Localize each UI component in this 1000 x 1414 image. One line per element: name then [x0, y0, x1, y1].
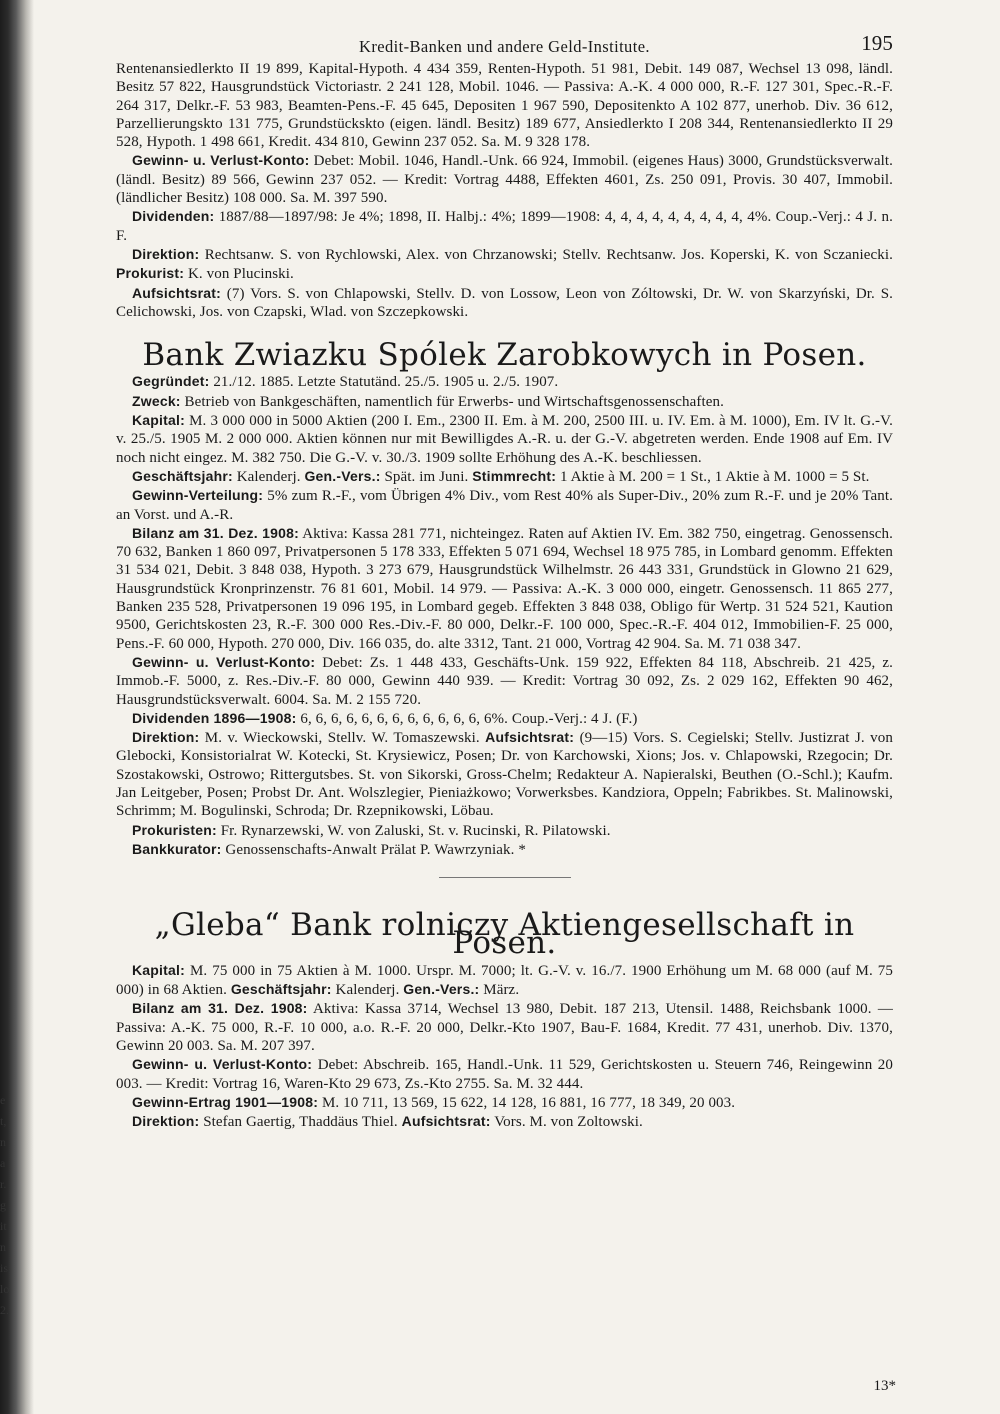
profit-distribution [116, 486, 893, 524]
section-label: Dividenden: [132, 208, 215, 225]
section-text: Fr. Rynarzewski, W. von Zaluski, St. v. Rucinski, R. Pilatowski. [220, 822, 611, 839]
section-text: M. v. Wieckowski, Stellv. W. Tomaszewski. [204, 730, 480, 747]
section-text: M. 75 000 in 75 Aktien à M. 1000. Urspr. M. 7000; lt. G.-V. v. 16./7. 1900 Erhöhung um M. 68 000 (auf M. 75 000) in 68 Aktien. [116, 962, 893, 999]
section-label: Gen.-Vers.: [304, 467, 381, 484]
balance-sheet [116, 999, 893, 1055]
section-text: 1887/88—1897/98: Je 4%; 1898, II. Halbj.: 4%; 1899—1908: 4, 4, 4, 4, 4, 4, 4, 4, 4, 4%. Coup.-Verj.: 4 J. n. F. [116, 209, 893, 244]
margin-fragments [0, 1090, 14, 1321]
gleba-bank-entry [116, 907, 894, 1131]
margin-fragment: r. [0, 1177, 7, 1191]
section-text: 6, 6, 6, 6, 6, 6, 6, 6, 6, 6, 6, 6, 6%. Coup.-Verj.: 4 J. (F.) [300, 710, 638, 727]
supervisory-board [116, 284, 893, 322]
section-text: M. 10 711, 13 569, 15 622, 14 128, 16 881, 16 777, 18 349, 20 003. [321, 1094, 736, 1111]
capital [116, 411, 893, 467]
capital [116, 961, 893, 1000]
section-text: Genossenschafts-Anwalt Prälat P. Wawrzyniak. * [225, 841, 526, 858]
entry-title: Bank Zwiazku Spólek Zarobkowych in Posen. [142, 337, 867, 374]
section-label: Kapital: [132, 961, 185, 978]
section-text: 5% zum R.-F., vom Übrigen 4% Div., vom Rest 40% als Super-Div., 20% zum R.-F. und je 20% Tant. an Vorst. und A.-R. [116, 488, 893, 523]
section-text: Spät. im Juni. [384, 468, 469, 485]
margin-fragment: n [0, 1135, 6, 1149]
page-content [116, 30, 893, 1131]
margin-fragment: lo [0, 1282, 10, 1296]
section-text: Debet: Zs. 1 448 433, Geschäfts-Unk. 159 922, Effekten 84 118, Abschreib. 21 425, z. Immob.-F. 5000, z. Res.-Div.-F. 80 000, Gewinn 440 939. — Kredit: Vortrag 30 092, Zs. 2 029 162, Effekten 90 462, Hausgrundstücksverwalt. 6004. Sa. M. 2 155 720. [116, 654, 894, 708]
balance-continuation: Rentenansiedlerkto II 19 899, Kapital-Hypoth. 4 434 359, Renten-Hypoth. 51 981, Debit. 149 087, Wechsel 13 098, ländl. Besitz 57 822, Hausgrundstück Victoriastr. 2 241 128, Mobil. 1046. — Passiva: A.-K. 4 000 000, R.-F. 127 301, Spec.-R.-F. 264 317, Delkr.-F. 53 983, Beamten-Pens.-F. 45 645, Depositen 1 967 590, Depositenkto A 102 877, unerhob. Div. 36 612, Parzellierungskto 131 775, Grundstückskto (eigen. ländl. Besitz) 189 677, Ansiedlerkto I 208 344, Rentenansiedlerkto II 29 528, Hypoth. 1 498 661, Kredit. 434 810, Gewinn 237 052. Sa. M. 9 328 178. [116, 61, 893, 151]
bank-curator [116, 840, 893, 859]
management-board [116, 245, 893, 284]
bank-zwiazku-entry [116, 337, 894, 859]
management-and-board [116, 728, 893, 820]
section-text: Stefan Gaertig, Thaddäus Thiel. [203, 1114, 398, 1131]
section-text: Kalenderj. [236, 468, 301, 485]
section-label: Stimmrecht: [472, 467, 557, 484]
profit-loss-account [116, 653, 893, 709]
section-text: Rechtsanw. S. von Rychlowski, Alex. von Chrzanowski; Stellv. Rechtsanw. Jos. Koperski, K. von Sczaniecki. [204, 246, 893, 263]
section-text: Debet: Mobil. 1046, Handl.-Unk. 66 924, Immobil. (eigenes Haus) 3000, Grundstücksverwalt. (ländl. Besitz) 89 566, Gewinn 237 052. — Kredit: Vortrag 4488, Effekten 4601, Zs. 250 091, Provis. 30 407, Immobil. (ländlicher Besitz) 108 000. Sa. M. 397 590. [116, 153, 893, 207]
section-text: Betrieb von Bankgeschäften, namentlich für Erwerbs- und Wirtschaftsgenossenschaften. [184, 393, 724, 410]
section-text: M. 3 000 000 in 5000 Aktien (200 I. Em., 2300 II. Em. à M. 200, 2500 III. u. IV. Em. à M. 1000), Em. IV lt. G.-V. v. 25./5. 1905 M. 2 000 000. Aktien können nur mit Bewilligdes A.-R. u. der G.-V. abgetreten werden. Ende 1908 auf Em. IV noch nicht eingez. M. 382 750. Die G.-V. v. 30./3. 1909 sollte Erhöhung des A.-K. beschliessen. [116, 413, 893, 466]
founded [116, 372, 893, 391]
margin-fragment: a [0, 1156, 6, 1170]
running-head [116, 30, 893, 60]
entry-title: „Gleba“ Bank rolniczy Aktiengesellschaft in Posen. [154, 907, 855, 962]
section-label: Aufsichtsrat: [401, 1113, 491, 1130]
section-label: Aufsichtsrat: [132, 284, 221, 301]
margin-fragment: 2. [0, 1303, 9, 1317]
purpose [116, 392, 893, 411]
page-number: 195 [861, 31, 893, 55]
section-text: Vors. M. von Zoltowski. [494, 1114, 643, 1131]
section-label: Bilanz am 31. Dez. 1908: [132, 1000, 308, 1017]
section-text: (9—15) Vors. S. Cegielski; Stellv. Justizrat J. von Glebocki, Konsistorialrat W. Kotecki, St. Krysiewicz, Posen; Dr. von Karchowski, Xions; Jos. v. Chlapowski, Rzegocin; Dr. Szostakowski, Ostrowo; Rittergutsbes. St. von Sikorski, Gross-Chelm; Redakteur A. Napieralski, Beuthen (O.-Schl.); Kaufm. Jan Leitgeber, Posen; Probst Dr. Ant. Wolszlegier, Pieniażkowo; Vorwerksbes. Kandziora, Oppeln; Fabrikbes. St. Malinowski, Schrimm; M. Bogulinski, Schroda; Dr. Rzepnikowski, Löbau. [116, 730, 893, 820]
section-label: Gewinn- u. Verlust-Konto: [132, 1056, 313, 1073]
margin-fragment: n [0, 1240, 6, 1254]
section-text: Aktiva: Kassa 3714, Wechsel 13 980, Debit. 187 213, Utensil. 1488, Reichsbank 1000. — Passiva: A.-K. 75 000, R.-F. 10 000, a.o. R.-F. 20 000, Delkr.-Kto 1907, Bau-F. 1684, Kredit. 77 431, unerhob. Div. 1370, Gewinn 20 003. Sa. M. 207 397. [116, 1001, 893, 1054]
margin-fragment: is [0, 1261, 9, 1275]
business-year [116, 467, 893, 486]
dividends [116, 709, 893, 728]
section-label: Prokuristen: [132, 821, 217, 838]
section-text: Kalenderj. [335, 982, 400, 999]
section-label: Zweck: [132, 392, 181, 409]
section-label: Gewinn- u. Verlust-Konto: [132, 653, 316, 670]
section-label: Gewinn- u. Verlust-Konto: [132, 152, 310, 169]
authorized-signatories [116, 821, 893, 840]
section-label: Aufsichtsrat: [485, 729, 575, 746]
section-label: Geschäftsjahr: [230, 981, 332, 998]
section-text: (7) Vors. S. von Chlapowski, Stellv. D. von Lossow, Leon von Zóltowski, Dr. W. von Skarzyński, Dr. S. Celichowski, Jos. von Czapski, Wlad. von Szczepkowski. [116, 285, 893, 320]
section-text: 1 Aktie à M. 200 = 1 St., 1 Aktie à M. 1000 = 5 St. [559, 468, 870, 485]
section-label: Bankkurator: [132, 840, 222, 857]
section-label: Gegründet: [132, 373, 210, 390]
section-label: Dividenden 1896—1908: [132, 709, 297, 726]
section-label: Direktion: [132, 729, 200, 746]
profit-history [116, 1093, 893, 1112]
section-label: Kapital: [132, 412, 185, 429]
section-text: Debet: Abschreib. 165, Handl.-Unk. 11 529, Gerichtskosten u. Steuern 746, Reingewinn 20 003. — Kredit: Vortrag 16, Waren-Kto 29 673, Zs.-Kto 2755. Sa. M. 32 444. [116, 1057, 894, 1092]
margin-fragment: e [0, 1093, 6, 1107]
management-and-board [116, 1112, 893, 1131]
running-title: Kredit-Banken und andere Geld-Institute. [359, 37, 650, 56]
section-label: Geschäftsjahr: [132, 467, 233, 484]
section-text: K. von Plucinski. [187, 266, 294, 283]
margin-fragment: it [0, 1219, 7, 1233]
section-label: Direktion: [132, 1113, 200, 1130]
section-label: Gewinn-Verteilung: [132, 487, 264, 504]
section-label: Direktion: [132, 245, 200, 262]
profit-loss-account [116, 1055, 893, 1093]
section-label: Gen.-Vers.: [403, 981, 480, 998]
section-text: 21./12. 1885. Letzte Statutänd. 25./5. 1905 u. 2./5. 1907. [213, 374, 559, 391]
dividends [116, 207, 893, 245]
section-divider [439, 877, 571, 878]
section-label: Bilanz am 31. Dez. 1908: [132, 524, 299, 541]
signature-mark: 13* [873, 1378, 896, 1394]
section-label: Gewinn-Ertrag 1901—1908: [132, 1093, 319, 1110]
section-text: Aktiva: Kassa 281 771, nichteingez. Raten auf Aktien IV. Em. 382 750, eingetrag. Genossensch. 70 632, Banken 1 860 097, Privatpersonen 5 178 333, Effekten 5 071 694, Wechsel 18 975 785, in Lombard genomm. Effekten 31 534 021, Debit. 3 848 038, Hypoth. 3 273 679, Hausgrundstück Wilhelmstr. 26 443 331, Grundstück in Glowno 21 629, Hausgrundstück Kronprinzenstr. 76 81 601, Mobil. 14 979. — Passiva: A.-K. 3 000 000, eingetr. Genossensch. 11 865 277, Banken 235 528, Privatpersonen 19 096 195, in Lombard gegeb. Effekten 3 848 038, Obligo für Wertp. 31 524 521, Kaution 9500, Gerichtskosten 23, R.-F. 300 000 Res.-Div.-F. 80 000, Delkr.-F. 100 000, Spec.-R.-F. 404 012, Immobilien-F. 25 000, Pens.-F. 60 000, Hypoth. 270 000, Div. 166 035, do. alte 3312, Tant. 21 000, Vortrag 42 904. Sa. M. 71 038 347. [116, 525, 893, 652]
profit-loss-account [116, 151, 893, 207]
margin-fragment: g [0, 1198, 6, 1212]
section-label: Prokurist: [116, 265, 185, 282]
section-text: März. [483, 982, 520, 999]
previous-bank-continuation [116, 60, 893, 321]
balance-sheet [116, 524, 893, 653]
margin-fragment: t, [0, 1114, 7, 1128]
